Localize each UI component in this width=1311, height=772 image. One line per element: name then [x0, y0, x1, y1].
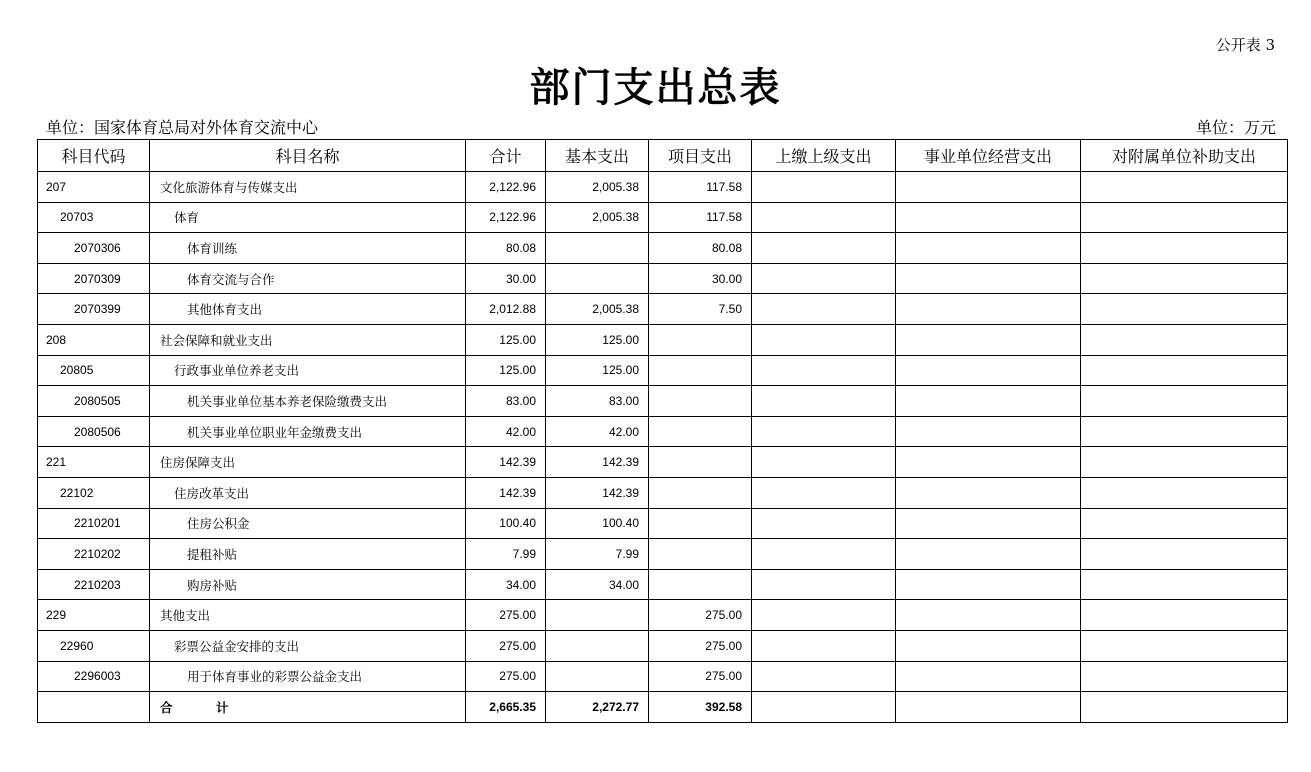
row-subsidy-affiliates [1081, 569, 1288, 600]
row-total: 125.00 [466, 324, 546, 355]
row-remit-superior [752, 569, 896, 600]
row-business-operation [896, 355, 1081, 386]
row-subsidy-affiliates [1081, 294, 1288, 325]
row-business-operation [896, 661, 1081, 692]
row-remit-superior [752, 600, 896, 631]
row-project: 275.00 [649, 600, 752, 631]
row-remit-superior [752, 508, 896, 539]
currency-unit-label: 单位：万元 [1195, 118, 1276, 137]
total-subsidy-affiliates [1081, 692, 1288, 723]
row-business-operation [896, 386, 1081, 417]
row-remit-superior [752, 355, 896, 386]
row-total: 80.08 [466, 233, 546, 264]
total-row [38, 692, 1288, 723]
row-subsidy-affiliates [1081, 416, 1288, 447]
table-row [38, 508, 1288, 539]
table-row [38, 630, 1288, 661]
row-total: 7.99 [466, 539, 546, 570]
total-business-operation [896, 692, 1081, 723]
row-code: 208 [38, 324, 150, 355]
row-remit-superior [752, 324, 896, 355]
total-basic: 2,272.77 [546, 692, 649, 723]
row-remit-superior [752, 477, 896, 508]
row-total: 2,122.96 [466, 172, 546, 203]
row-subsidy-affiliates [1081, 661, 1288, 692]
row-project: 7.50 [649, 294, 752, 325]
row-remit-superior [752, 447, 896, 478]
row-business-operation [896, 324, 1081, 355]
table-row [38, 202, 1288, 233]
row-basic: 42.00 [546, 416, 649, 447]
table-row [38, 294, 1288, 325]
row-name: 购房补贴 [150, 569, 466, 600]
row-total: 2,122.96 [466, 202, 546, 233]
header-code: 科目代码 [38, 140, 150, 172]
table-header-row [38, 140, 1288, 172]
row-basic: 2,005.38 [546, 294, 649, 325]
row-project: 275.00 [649, 661, 752, 692]
row-name: 住房改革支出 [150, 477, 466, 508]
row-subsidy-affiliates [1081, 508, 1288, 539]
row-total: 100.40 [466, 508, 546, 539]
row-subsidy-affiliates [1081, 600, 1288, 631]
row-code: 2080505 [38, 386, 150, 417]
row-code: 20805 [38, 355, 150, 386]
row-business-operation [896, 263, 1081, 294]
row-project [649, 477, 752, 508]
row-business-operation [896, 539, 1081, 570]
row-code: 2210203 [38, 569, 150, 600]
row-basic: 2,005.38 [546, 172, 649, 203]
row-project [649, 355, 752, 386]
row-code: 2210201 [38, 508, 150, 539]
row-subsidy-affiliates [1081, 172, 1288, 203]
total-project: 392.58 [649, 692, 752, 723]
table-row [38, 477, 1288, 508]
table-row [38, 233, 1288, 264]
row-remit-superior [752, 233, 896, 264]
header-name: 科目名称 [150, 140, 466, 172]
row-basic: 142.39 [546, 447, 649, 478]
header-remit-superior: 上缴上级支出 [752, 140, 896, 172]
table-row [38, 416, 1288, 447]
row-project [649, 447, 752, 478]
header-business-operation: 事业单位经营支出 [896, 140, 1081, 172]
table-row [38, 539, 1288, 570]
row-business-operation [896, 600, 1081, 631]
row-name: 住房公积金 [150, 508, 466, 539]
row-basic: 83.00 [546, 386, 649, 417]
total-remit-superior [752, 692, 896, 723]
row-project: 117.58 [649, 172, 752, 203]
row-project: 80.08 [649, 233, 752, 264]
row-remit-superior [752, 630, 896, 661]
row-business-operation [896, 202, 1081, 233]
row-total: 2,012.88 [466, 294, 546, 325]
row-basic: 7.99 [546, 539, 649, 570]
row-code: 20703 [38, 202, 150, 233]
row-name: 体育训练 [150, 233, 466, 264]
row-project [649, 539, 752, 570]
row-basic: 125.00 [546, 324, 649, 355]
row-code: 22102 [38, 477, 150, 508]
row-basic: 100.40 [546, 508, 649, 539]
row-project [649, 324, 752, 355]
row-name: 住房保障支出 [150, 447, 466, 478]
row-total: 30.00 [466, 263, 546, 294]
total-label: 合 计 [150, 692, 466, 723]
header-project: 项目支出 [649, 140, 752, 172]
table-row [38, 263, 1288, 294]
expenditure-table [37, 139, 1288, 723]
row-code: 2080506 [38, 416, 150, 447]
header-total: 合计 [466, 140, 546, 172]
row-remit-superior [752, 172, 896, 203]
row-remit-superior [752, 416, 896, 447]
row-code: 229 [38, 600, 150, 631]
row-total: 42.00 [466, 416, 546, 447]
row-code: 2070306 [38, 233, 150, 264]
row-name: 彩票公益金安排的支出 [150, 630, 466, 661]
row-name: 体育交流与合作 [150, 263, 466, 294]
row-name: 提租补贴 [150, 539, 466, 570]
row-business-operation [896, 477, 1081, 508]
row-basic: 125.00 [546, 355, 649, 386]
row-remit-superior [752, 263, 896, 294]
row-project: 30.00 [649, 263, 752, 294]
row-code: 221 [38, 447, 150, 478]
row-name: 文化旅游体育与传媒支出 [150, 172, 466, 203]
row-project [649, 569, 752, 600]
row-subsidy-affiliates [1081, 477, 1288, 508]
row-code: 2296003 [38, 661, 150, 692]
row-business-operation [896, 630, 1081, 661]
row-remit-superior [752, 386, 896, 417]
table-row [38, 355, 1288, 386]
row-code: 207 [38, 172, 150, 203]
row-name: 用于体育事业的彩票公益金支出 [150, 661, 466, 692]
row-business-operation [896, 447, 1081, 478]
row-remit-superior [752, 539, 896, 570]
row-basic: 2,005.38 [546, 202, 649, 233]
row-code: 2210202 [38, 539, 150, 570]
row-subsidy-affiliates [1081, 233, 1288, 264]
table-row [38, 600, 1288, 631]
row-total: 275.00 [466, 661, 546, 692]
row-subsidy-affiliates [1081, 386, 1288, 417]
table-row [38, 447, 1288, 478]
row-project: 275.00 [649, 630, 752, 661]
row-subsidy-affiliates [1081, 324, 1288, 355]
row-project [649, 508, 752, 539]
row-remit-superior [752, 661, 896, 692]
row-business-operation [896, 416, 1081, 447]
row-project [649, 416, 752, 447]
row-basic [546, 661, 649, 692]
table-number-label: 公开表 3 [1215, 36, 1275, 54]
row-total: 275.00 [466, 600, 546, 631]
total-code-cell [38, 692, 150, 723]
header-basic: 基本支出 [546, 140, 649, 172]
row-basic [546, 630, 649, 661]
row-name: 机关事业单位基本养老保险缴费支出 [150, 386, 466, 417]
row-remit-superior [752, 294, 896, 325]
row-total: 125.00 [466, 355, 546, 386]
row-name: 社会保障和就业支出 [150, 324, 466, 355]
row-subsidy-affiliates [1081, 630, 1288, 661]
table-row [38, 324, 1288, 355]
table-row [38, 172, 1288, 203]
row-project [649, 386, 752, 417]
table-row [38, 661, 1288, 692]
row-name: 行政事业单位养老支出 [150, 355, 466, 386]
row-basic [546, 233, 649, 264]
row-name: 其他支出 [150, 600, 466, 631]
table-row [38, 386, 1288, 417]
row-code: 2070399 [38, 294, 150, 325]
row-basic [546, 600, 649, 631]
row-total: 142.39 [466, 477, 546, 508]
row-name: 体育 [150, 202, 466, 233]
department-unit-label: 单位：国家体育总局对外体育交流中心 [46, 118, 319, 137]
row-business-operation [896, 233, 1081, 264]
page-title: 部门支出总表 [529, 64, 782, 111]
row-subsidy-affiliates [1081, 263, 1288, 294]
table-row [38, 569, 1288, 600]
row-subsidy-affiliates [1081, 202, 1288, 233]
row-total: 142.39 [466, 447, 546, 478]
row-basic: 34.00 [546, 569, 649, 600]
row-total: 34.00 [466, 569, 546, 600]
row-subsidy-affiliates [1081, 355, 1288, 386]
row-business-operation [896, 569, 1081, 600]
row-basic [546, 263, 649, 294]
header-subsidy-affiliates: 对附属单位补助支出 [1081, 140, 1288, 172]
row-code: 2070309 [38, 263, 150, 294]
row-business-operation [896, 172, 1081, 203]
total-sum: 2,665.35 [466, 692, 546, 723]
row-name: 其他体育支出 [150, 294, 466, 325]
row-business-operation [896, 294, 1081, 325]
row-code: 22960 [38, 630, 150, 661]
row-business-operation [896, 508, 1081, 539]
row-total: 275.00 [466, 630, 546, 661]
row-subsidy-affiliates [1081, 447, 1288, 478]
row-name: 机关事业单位职业年金缴费支出 [150, 416, 466, 447]
row-remit-superior [752, 202, 896, 233]
row-project: 117.58 [649, 202, 752, 233]
row-basic: 142.39 [546, 477, 649, 508]
row-subsidy-affiliates [1081, 539, 1288, 570]
row-total: 83.00 [466, 386, 546, 417]
